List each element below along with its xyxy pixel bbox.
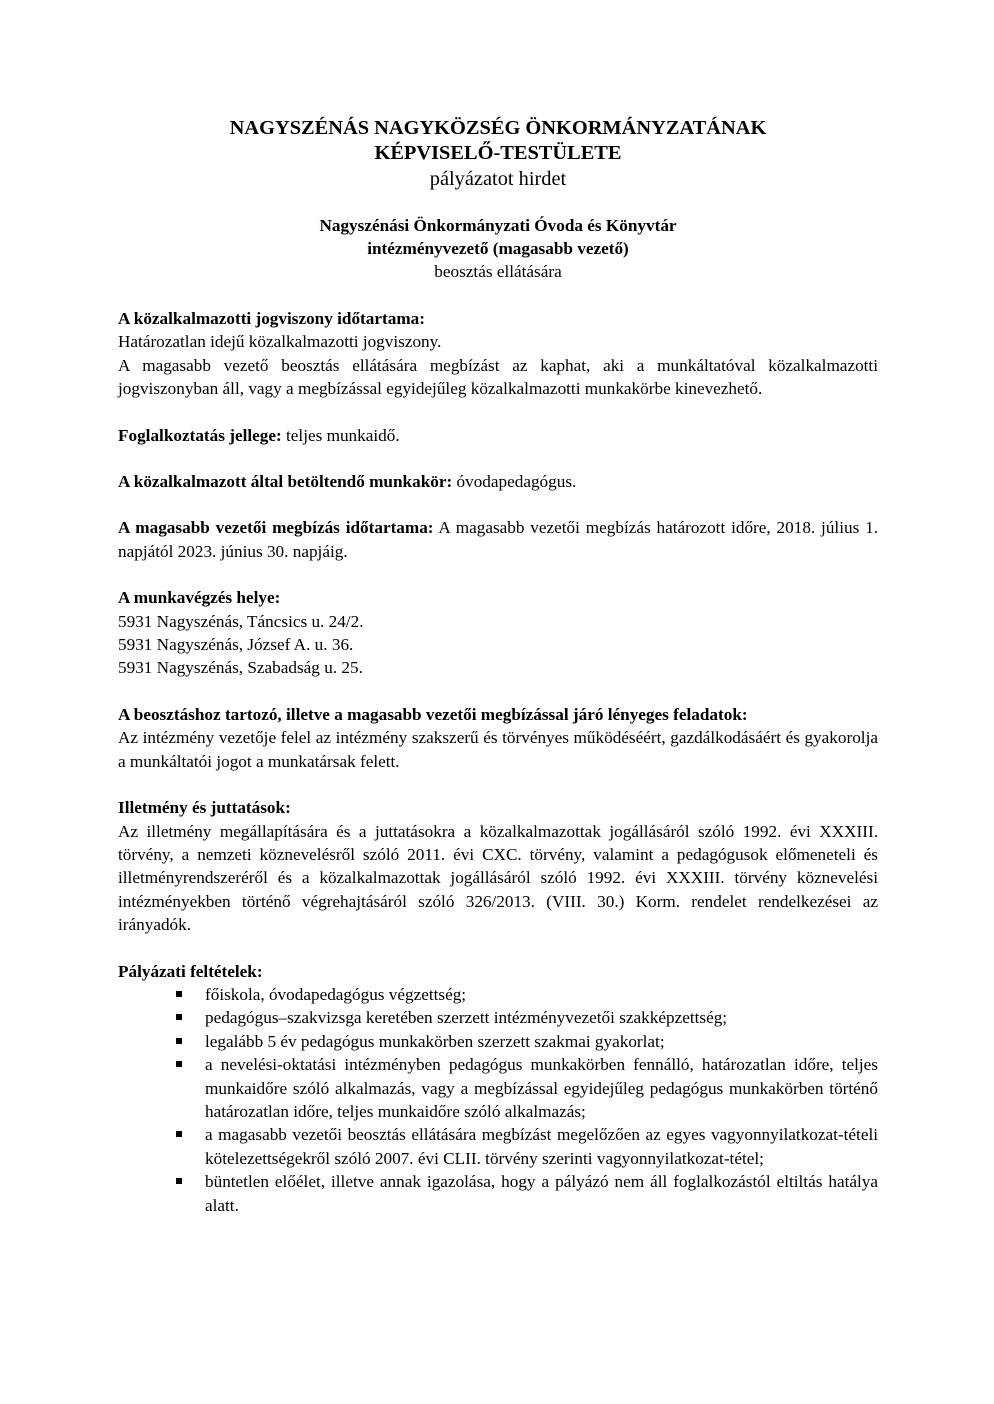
- section-value: teljes munkaidő.: [281, 425, 400, 445]
- list-item: [118, 1053, 878, 1123]
- section-heading: A közalkalmazott által betöltendő munkakör:: [118, 472, 453, 492]
- list-item-text: büntetlen előélet, illetve annak igazolása, hogy a pályázó nem áll foglalkozástól eltiltás hatálya alatt.: [205, 1172, 878, 1215]
- list-item-text: legalább 5 év pedagógus munkakörben szerzett szakmai gyakorlat;: [205, 1031, 665, 1051]
- list-item: [118, 1006, 878, 1029]
- document-body: [118, 116, 878, 1217]
- spacer: [118, 401, 878, 424]
- section-heading: A közalkalmazotti jogviszony időtartama:: [118, 309, 425, 328]
- section-location: [118, 586, 878, 680]
- square-bullet-icon: [176, 1038, 182, 1044]
- section-heading: A munkavégzés helye:: [118, 588, 281, 608]
- spacer: [118, 937, 878, 960]
- section-duration: [118, 307, 878, 401]
- list-item-text: pedagógus–szakvizsga keretében szerzett intézményvezetői szakképzettség;: [205, 1008, 728, 1028]
- section-heading: A beosztáshoz tartozó, illetve a magasabb vezetői megbízással járó lényeges feladatok:: [118, 704, 748, 724]
- section-text: Az intézmény vezetője felel az intézmény szakszerű és törvényes működéséért, gazdálkodásáért és gyakorolja a munkáltatói jogot a munkatársak felett.: [118, 728, 878, 771]
- section-text: Határozatlan idejű közalkalmazotti jogviszony.: [118, 332, 442, 352]
- spacer: [118, 283, 878, 307]
- square-bullet-icon: [176, 1014, 182, 1020]
- section-salary: [118, 796, 878, 936]
- document-subtitle: pályázatot hirdet: [429, 168, 567, 190]
- section-mandate: [118, 516, 878, 563]
- conditions-list: [118, 983, 878, 1217]
- title-line-1: NAGYSZÉNÁS NAGYKÖZSÉG ÖNKORMÁNYZATÁNAK: [229, 117, 767, 139]
- list-item: [118, 1123, 878, 1170]
- section-heading: A magasabb vezetői megbízás időtartama:: [118, 518, 434, 538]
- position-name: intézményvezető (magasabb vezető): [367, 239, 629, 258]
- spacer: [118, 680, 878, 703]
- section-job: [118, 470, 878, 493]
- institution-name: Nagyszénási Önkormányzati Óvoda és Könyvtár: [319, 216, 677, 235]
- address-line: 5931 Nagyszénás, József A. u. 36.: [118, 635, 354, 655]
- list-item-text: a magasabb vezetői beosztás ellátására megbízást megelőzően az egyes vagyonnyilatkozat-tételi kötelezettségekről szóló 2007. évi CLII. törvény szerinti vagyonnyilatkozat-tétel;: [205, 1125, 878, 1168]
- square-bullet-icon: [176, 1061, 182, 1067]
- address-line: 5931 Nagyszénás, Táncsics u. 24/2.: [118, 611, 364, 631]
- list-item: [118, 1170, 878, 1217]
- list-item-text: a nevelési-oktatási intézményben pedagógus munkakörben fennálló, határozatlan időre, teljes munkaidőre szóló alkalmazás, vagy a megbízással egyidejűleg pedagógus munkakörben történő határozatlan időre, teljes munkaidőre szóló alkalmazás;: [205, 1055, 878, 1121]
- spacer: [118, 447, 878, 470]
- section-employment: [118, 424, 878, 447]
- spacer: [118, 493, 878, 516]
- section-value: A magasabb vezetői megbízás határozott időre, 2018. július 1. napjától 2023. június 30. napjáig.: [118, 518, 878, 561]
- spacer: [118, 563, 878, 586]
- section-heading: Pályázati feltételek:: [118, 961, 263, 981]
- section-heading: Foglalkoztatás jellege:: [118, 425, 282, 445]
- list-item-text: főiskola, óvodapedagógus végzettség;: [205, 984, 467, 1004]
- section-text: Az illetmény megállapítására és a juttatásokra a közalkalmazottak jogállásáról szóló 1992. évi XXXIII. törvény, a nemzeti köznevelésről szóló 2011. évi CXC. törvény, valamint a pedagógusok előmeneteli és illetményrendszeréről és a közalkalmazottak jogállásáról szóló 1992. évi XXXIII. törvény köznevelési intézményekben történő végrehajtásáról szóló 326/2013. (VIII. 30.) Korm. rendelet rendelkezései az irányadók.: [118, 821, 878, 935]
- list-item: [118, 1030, 878, 1053]
- section-conditions: [118, 960, 878, 1217]
- spacer: [118, 192, 878, 214]
- square-bullet-icon: [176, 991, 182, 997]
- section-heading: Illetmény és juttatások:: [118, 798, 291, 818]
- section-duties: [118, 703, 878, 773]
- assignment-text: beosztás ellátására: [434, 262, 562, 281]
- square-bullet-icon: [176, 1131, 182, 1137]
- section-value: óvodapedagógus.: [452, 472, 577, 492]
- address-line: 5931 Nagyszénás, Szabadság u. 25.: [118, 658, 363, 678]
- square-bullet-icon: [176, 1178, 182, 1184]
- section-text: A magasabb vezető beosztás ellátására megbízást az kaphat, aki a munkáltatóval közalkalmazotti jogviszonyban áll, vagy a megbízással egyidejűleg közalkalmazotti munkakörbe kinevezhető.: [118, 355, 878, 399]
- document-title: [118, 116, 878, 166]
- title-line-2: KÉPVISELŐ-TESTÜLETE: [374, 142, 622, 164]
- spacer: [118, 773, 878, 796]
- list-item: [118, 983, 878, 1006]
